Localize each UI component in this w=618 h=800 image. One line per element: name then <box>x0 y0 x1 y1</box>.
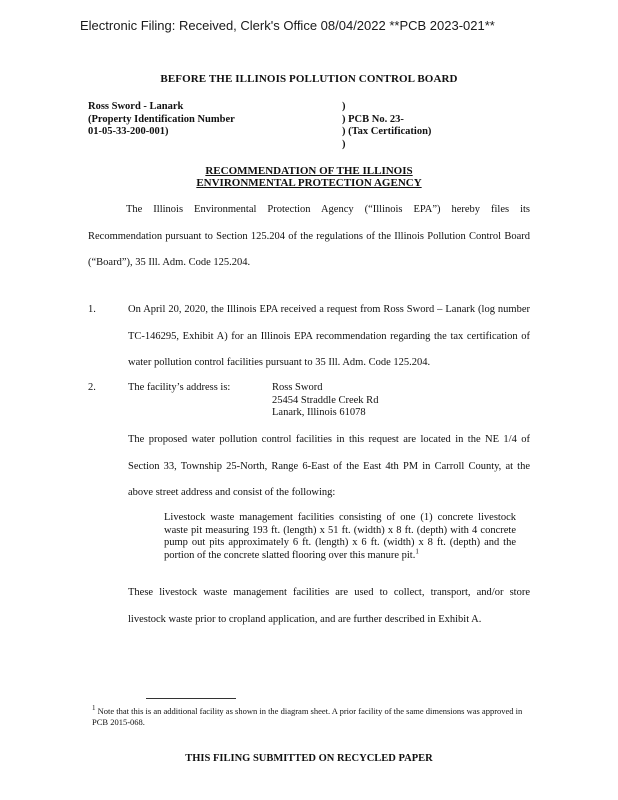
facility-description-quote <box>164 512 516 562</box>
footnote-text: Note that this is an additional facility as shown in the diagram sheet. A prior facility of the same dimensions was approved in PCB 2015-068. <box>92 706 523 727</box>
board-title: BEFORE THE ILLINOIS POLLUTION CONTROL BOARD <box>160 73 458 85</box>
caption-party-line: (Property Identification Number <box>88 113 235 125</box>
footnote-mark: 1 <box>92 704 96 713</box>
caption-docket-line: ) (Tax Certification) <box>342 126 432 137</box>
caption-party-line: 01-05-33-200-001) <box>88 126 169 137</box>
recommendation-title <box>0 165 618 189</box>
intro-paragraph: The Illinois Environmental Protection Agency (“Illinois EPA”) hereby files its Recommendation pursuant to Section 125.204 of the regulations of the Illinois Pollution Control Board (“Board”), 35 Ill. Adm. Code 125.204. <box>88 204 530 268</box>
caption-party <box>88 101 338 139</box>
address-line: Lanark, Illinois 61078 <box>272 407 366 418</box>
footnote <box>92 706 532 728</box>
facility-use-paragraph: These livestock waste management facilities are used to collect, transport, and/or store livestock waste prior to cropland application, and are further described in Exhibit A. <box>128 587 530 625</box>
caption-docket-line: ) PCB No. 23- <box>342 113 404 125</box>
address-line: 25454 Straddle Creek Rd <box>272 394 379 406</box>
item-1-text: On April 20, 2020, the Illinois EPA received a request from Ross Sword – Lanark (log number TC-146295, Exhibit A) for an Illinois EPA recommendation regarding the tax certification of water pollution control facilities pursuant to 35 Ill. Adm. Code 125.204. <box>128 304 530 368</box>
caption-docket-line: ) <box>342 101 346 112</box>
footnote-reference: 1 <box>415 547 419 555</box>
recommendation-title-line: ENVIRONMENTAL PROTECTION AGENCY <box>196 177 422 189</box>
footnote-divider <box>146 698 236 699</box>
item-number: 2. <box>88 382 96 393</box>
filing-stamp-header: Electronic Filing: Received, Clerk's Office 08/04/2022 **PCB 2023-021** <box>80 18 495 33</box>
recommendation-title-line: RECOMMENDATION OF THE ILLINOIS <box>205 165 413 177</box>
facility-address <box>272 382 378 420</box>
caption-docket-line: ) <box>342 138 346 150</box>
facility-description-text: Livestock waste management facilities consisting of one (1) concrete livestock waste pit measuring 193 ft. (length) x 51 ft. (width) x 8 ft. (depth) with 4 concrete pump out pits approximately 6 ft. (length) x 6 ft. (width) x 8 ft. (depth) and the portion of the concrete slatted flooring over this manure pit. <box>164 512 516 561</box>
caption-docket <box>342 101 542 151</box>
caption-party-line: Ross Sword - Lanark <box>88 101 184 112</box>
address-line: Ross Sword <box>272 382 323 393</box>
address-label: The facility’s address is: <box>128 382 231 393</box>
recycled-paper-footer: THIS FILING SUBMITTED ON RECYCLED PAPER <box>185 753 433 764</box>
item-number: 1. <box>88 304 96 315</box>
facility-location-paragraph: The proposed water pollution control facilities in this request are located in the NE 1/4 of Section 33, Township 25-North, Range 6-East of the East 4th PM in Carroll County, at the above street address and consist of the following: <box>128 434 530 498</box>
